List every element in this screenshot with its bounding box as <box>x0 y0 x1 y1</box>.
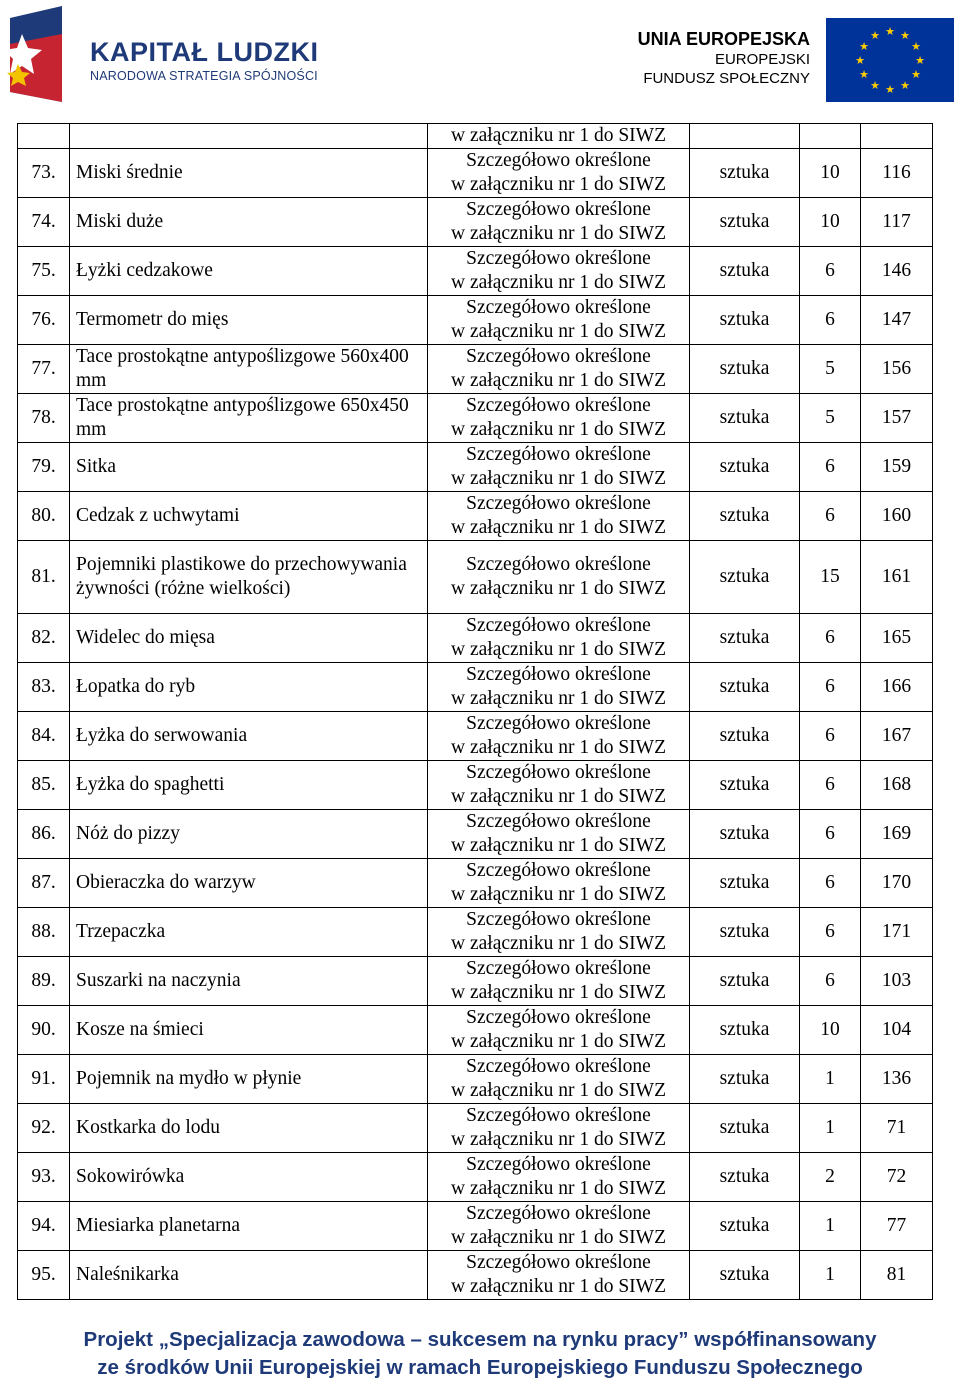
cell-pos: 167 <box>861 712 933 761</box>
spec-line: w załączniku nr 1 do SIWZ <box>451 468 666 489</box>
spec-line: w załączniku nr 1 do SIWZ <box>451 321 666 342</box>
spec-line: Szczegółowo określone <box>466 811 651 832</box>
cell-num: 75. <box>18 247 70 296</box>
cell-num: 77. <box>18 345 70 394</box>
spec-line: w załączniku nr 1 do SIWZ <box>451 1227 666 1248</box>
table-row <box>18 712 933 761</box>
spec-line: w załączniku nr 1 do SIWZ <box>451 1080 666 1101</box>
items-table-body <box>18 124 933 1300</box>
cell-qty: 10 <box>800 198 861 247</box>
svg-text:★: ★ <box>915 54 925 67</box>
table-row <box>18 614 933 663</box>
cell-pos: 161 <box>861 541 933 614</box>
cell-name: Tace prostokątne antypoślizgowe 650x450 mm <box>70 394 428 443</box>
cell-unit: sztuka <box>690 296 800 345</box>
table-row <box>18 810 933 859</box>
cell-name: Łyżka do serwowania <box>70 712 428 761</box>
cell-num: 92. <box>18 1104 70 1153</box>
spec-line: Szczegółowo określone <box>466 395 651 416</box>
cell-qty: 2 <box>800 1153 861 1202</box>
cell-unit: sztuka <box>690 957 800 1006</box>
svg-text:★: ★ <box>900 29 910 42</box>
cell-unit: sztuka <box>690 1251 800 1300</box>
cell-qty: 6 <box>800 957 861 1006</box>
svg-text:★: ★ <box>885 25 895 38</box>
cell-pos: 157 <box>861 394 933 443</box>
cell-pos: 165 <box>861 614 933 663</box>
cell-num: 84. <box>18 712 70 761</box>
cell-pos: 72 <box>861 1153 933 1202</box>
cell-spec <box>428 957 690 1006</box>
cell-name: Tace prostokątne antypoślizgowe 560x400 mm <box>70 345 428 394</box>
cell-pos: 146 <box>861 247 933 296</box>
cell-name: Nóż do pizzy <box>70 810 428 859</box>
spec-line: Szczegółowo określone <box>466 1105 651 1126</box>
spec-line: w załączniku nr 1 do SIWZ <box>451 884 666 905</box>
cell-name <box>70 124 428 149</box>
table-row <box>18 663 933 712</box>
cell-num: 85. <box>18 761 70 810</box>
table-row <box>18 124 933 149</box>
spec-line: Szczegółowo określone <box>466 346 651 367</box>
cell-spec <box>428 492 690 541</box>
spec-line: Szczegółowo określone <box>466 554 651 575</box>
kapital-ludzki-subtitle: NARODOWA STRATEGIA SPÓJNOŚCI <box>90 69 318 83</box>
spec-line: Szczegółowo określone <box>466 909 651 930</box>
cell-num: 82. <box>18 614 70 663</box>
cell-name: Łopatka do ryb <box>70 663 428 712</box>
spec-line: Szczegółowo określone <box>466 762 651 783</box>
cell-unit: sztuka <box>690 1202 800 1251</box>
spec-line: Szczegółowo określone <box>466 493 651 514</box>
cell-name: Kosze na śmieci <box>70 1006 428 1055</box>
spec-line: w załączniku nr 1 do SIWZ <box>451 737 666 758</box>
spec-line: w załączniku nr 1 do SIWZ <box>451 174 666 195</box>
cell-num: 87. <box>18 859 70 908</box>
cell-qty: 5 <box>800 345 861 394</box>
ue-line1: UNIA EUROPEJSKA <box>637 29 810 49</box>
cell-pos: 168 <box>861 761 933 810</box>
cell-num: 90. <box>18 1006 70 1055</box>
spec-line: Szczegółowo określone <box>466 860 651 881</box>
items-table <box>17 123 933 1300</box>
ue-efs-text <box>638 28 810 88</box>
kapital-ludzki-title: KAPITAŁ LUDZKI <box>90 37 319 67</box>
cell-pos: 169 <box>861 810 933 859</box>
spec-line: w załączniku nr 1 do SIWZ <box>451 419 666 440</box>
cell-qty: 1 <box>800 1251 861 1300</box>
cell-spec <box>428 124 690 149</box>
cell-qty: 6 <box>800 663 861 712</box>
cell-unit: sztuka <box>690 908 800 957</box>
project-footer <box>0 1326 960 1382</box>
cell-pos <box>861 124 933 149</box>
cell-name: Pojemniki plastikowe do przechowywania żywności (różne wielkości) <box>70 541 428 614</box>
spec-line: w załączniku nr 1 do SIWZ <box>451 1129 666 1150</box>
cell-name: Kostkarka do lodu <box>70 1104 428 1153</box>
cell-qty: 6 <box>800 296 861 345</box>
cell-pos: 77 <box>861 1202 933 1251</box>
cell-name: Miesiarka planetarna <box>70 1202 428 1251</box>
cell-qty: 6 <box>800 614 861 663</box>
kapital-ludzki-logo-icon <box>4 4 64 104</box>
cell-num: 79. <box>18 443 70 492</box>
cell-unit: sztuka <box>690 614 800 663</box>
svg-text:★: ★ <box>870 29 880 42</box>
spec-line: w załączniku nr 1 do SIWZ <box>451 835 666 856</box>
cell-spec <box>428 345 690 394</box>
cell-unit: sztuka <box>690 712 800 761</box>
cell-name: Suszarki na naczynia <box>70 957 428 1006</box>
cell-spec <box>428 394 690 443</box>
ue-line3: FUNDUSZ SPOŁECZNY <box>643 70 810 87</box>
cell-spec <box>428 761 690 810</box>
spec-line: Szczegółowo określone <box>466 150 651 171</box>
cell-qty: 5 <box>800 394 861 443</box>
spec-line: w załączniku nr 1 do SIWZ <box>451 125 666 146</box>
spec-line: Szczegółowo określone <box>466 444 651 465</box>
spec-line: Szczegółowo określone <box>466 248 651 269</box>
cell-spec <box>428 541 690 614</box>
cell-name: Widelec do mięsa <box>70 614 428 663</box>
cell-pos: 160 <box>861 492 933 541</box>
cell-unit: sztuka <box>690 394 800 443</box>
cell-pos: 81 <box>861 1251 933 1300</box>
spec-line: w załączniku nr 1 do SIWZ <box>451 272 666 293</box>
table-row <box>18 1104 933 1153</box>
spec-line: Szczegółowo określone <box>466 1203 651 1224</box>
table-row <box>18 761 933 810</box>
kapital-ludzki-text <box>90 38 318 84</box>
cell-unit: sztuka <box>690 443 800 492</box>
cell-spec <box>428 296 690 345</box>
cell-qty: 1 <box>800 1055 861 1104</box>
cell-qty: 10 <box>800 1006 861 1055</box>
cell-name: Sokowirówka <box>70 1153 428 1202</box>
cell-unit: sztuka <box>690 345 800 394</box>
spec-line: w załączniku nr 1 do SIWZ <box>451 370 666 391</box>
cell-spec <box>428 1104 690 1153</box>
table-row <box>18 859 933 908</box>
cell-spec <box>428 1153 690 1202</box>
page-header <box>0 0 960 115</box>
table-row <box>18 1251 933 1300</box>
cell-qty: 1 <box>800 1202 861 1251</box>
cell-num: 91. <box>18 1055 70 1104</box>
spec-line: Szczegółowo określone <box>466 199 651 220</box>
cell-spec <box>428 810 690 859</box>
spec-line: w załączniku nr 1 do SIWZ <box>451 517 666 538</box>
cell-unit: sztuka <box>690 1153 800 1202</box>
cell-spec <box>428 198 690 247</box>
cell-name: Trzepaczka <box>70 908 428 957</box>
table-row <box>18 957 933 1006</box>
spec-line: w załączniku nr 1 do SIWZ <box>451 688 666 709</box>
cell-num: 78. <box>18 394 70 443</box>
spec-line: w załączniku nr 1 do SIWZ <box>451 982 666 1003</box>
cell-num: 81. <box>18 541 70 614</box>
cell-pos: 156 <box>861 345 933 394</box>
ue-line2: EUROPEJSKI <box>714 51 810 68</box>
cell-qty: 6 <box>800 247 861 296</box>
cell-unit: sztuka <box>690 810 800 859</box>
svg-text:★: ★ <box>911 40 921 53</box>
table-row <box>18 149 933 198</box>
cell-qty: 6 <box>800 443 861 492</box>
table-row <box>18 296 933 345</box>
footer-line1: Projekt „Specjalizacja zawodowa – sukcesem na rynku pracy” współfinansowany <box>83 1328 877 1351</box>
cell-pos: 166 <box>861 663 933 712</box>
table-row <box>18 394 933 443</box>
cell-unit: sztuka <box>690 1104 800 1153</box>
cell-spec <box>428 247 690 296</box>
spec-line: w załączniku nr 1 do SIWZ <box>451 1178 666 1199</box>
cell-num: 93. <box>18 1153 70 1202</box>
cell-spec <box>428 443 690 492</box>
cell-qty: 6 <box>800 908 861 957</box>
cell-pos: 171 <box>861 908 933 957</box>
cell-name: Sitka <box>70 443 428 492</box>
cell-unit <box>690 124 800 149</box>
cell-unit: sztuka <box>690 663 800 712</box>
spec-line: Szczegółowo określone <box>466 958 651 979</box>
cell-qty: 6 <box>800 492 861 541</box>
table-row <box>18 908 933 957</box>
cell-pos: 147 <box>861 296 933 345</box>
cell-name: Cedzak z uchwytami <box>70 492 428 541</box>
cell-name: Miski średnie <box>70 149 428 198</box>
svg-text:★: ★ <box>855 54 865 67</box>
cell-unit: sztuka <box>690 247 800 296</box>
spec-line: w załączniku nr 1 do SIWZ <box>451 578 666 599</box>
cell-spec <box>428 908 690 957</box>
cell-spec <box>428 663 690 712</box>
cell-spec <box>428 614 690 663</box>
cell-num: 88. <box>18 908 70 957</box>
spec-line: Szczegółowo określone <box>466 1252 651 1273</box>
cell-num: 95. <box>18 1251 70 1300</box>
cell-pos: 117 <box>861 198 933 247</box>
cell-pos: 136 <box>861 1055 933 1104</box>
spec-line: Szczegółowo określone <box>466 1007 651 1028</box>
cell-spec <box>428 712 690 761</box>
cell-num: 74. <box>18 198 70 247</box>
cell-num: 83. <box>18 663 70 712</box>
cell-qty: 10 <box>800 149 861 198</box>
table-row <box>18 1006 933 1055</box>
cell-qty <box>800 124 861 149</box>
spec-line: w załączniku nr 1 do SIWZ <box>451 639 666 660</box>
cell-spec <box>428 1006 690 1055</box>
cell-pos: 116 <box>861 149 933 198</box>
spec-line: w załączniku nr 1 do SIWZ <box>451 786 666 807</box>
table-row <box>18 198 933 247</box>
table-row <box>18 1055 933 1104</box>
cell-num <box>18 124 70 149</box>
cell-num: 89. <box>18 957 70 1006</box>
svg-text:★: ★ <box>859 68 869 81</box>
cell-spec <box>428 149 690 198</box>
table-row <box>18 1202 933 1251</box>
footer-line2: ze środków Unii Europejskiej w ramach Europejskiego Funduszu Społecznego <box>97 1356 863 1379</box>
cell-unit: sztuka <box>690 761 800 810</box>
cell-qty: 15 <box>800 541 861 614</box>
spec-line: w załączniku nr 1 do SIWZ <box>451 933 666 954</box>
cell-unit: sztuka <box>690 1055 800 1104</box>
cell-spec <box>428 1055 690 1104</box>
cell-name: Naleśnikarka <box>70 1251 428 1300</box>
cell-qty: 6 <box>800 712 861 761</box>
cell-qty: 6 <box>800 810 861 859</box>
spec-line: Szczegółowo określone <box>466 664 651 685</box>
cell-name: Łyżki cedzakowe <box>70 247 428 296</box>
cell-unit: sztuka <box>690 859 800 908</box>
cell-unit: sztuka <box>690 198 800 247</box>
spec-line: w załączniku nr 1 do SIWZ <box>451 1031 666 1052</box>
spec-line: w załączniku nr 1 do SIWZ <box>451 1276 666 1297</box>
cell-name: Łyżka do spaghetti <box>70 761 428 810</box>
cell-unit: sztuka <box>690 541 800 614</box>
cell-qty: 6 <box>800 761 861 810</box>
svg-text:★: ★ <box>900 79 910 92</box>
cell-num: 94. <box>18 1202 70 1251</box>
table-row <box>18 443 933 492</box>
cell-pos: 170 <box>861 859 933 908</box>
cell-num: 80. <box>18 492 70 541</box>
cell-pos: 159 <box>861 443 933 492</box>
table-row <box>18 541 933 614</box>
cell-name: Pojemnik na mydło w płynie <box>70 1055 428 1104</box>
svg-text:★: ★ <box>885 83 895 96</box>
cell-pos: 104 <box>861 1006 933 1055</box>
cell-unit: sztuka <box>690 492 800 541</box>
spec-line: Szczegółowo określone <box>466 297 651 318</box>
cell-unit: sztuka <box>690 1006 800 1055</box>
cell-unit: sztuka <box>690 149 800 198</box>
svg-text:★: ★ <box>870 79 880 92</box>
table-row <box>18 247 933 296</box>
eu-flag-icon <box>826 18 954 102</box>
cell-name: Termometr do mięs <box>70 296 428 345</box>
cell-spec <box>428 1251 690 1300</box>
cell-pos: 103 <box>861 957 933 1006</box>
spec-line: Szczegółowo określone <box>466 713 651 734</box>
cell-qty: 6 <box>800 859 861 908</box>
table-row <box>18 492 933 541</box>
table-row <box>18 345 933 394</box>
spec-line: Szczegółowo określone <box>466 1056 651 1077</box>
cell-num: 86. <box>18 810 70 859</box>
table-row <box>18 1153 933 1202</box>
cell-num: 76. <box>18 296 70 345</box>
cell-name: Miski duże <box>70 198 428 247</box>
cell-spec <box>428 859 690 908</box>
spec-line: Szczegółowo określone <box>466 1154 651 1175</box>
cell-name: Obieraczka do warzyw <box>70 859 428 908</box>
cell-qty: 1 <box>800 1104 861 1153</box>
spec-line: w załączniku nr 1 do SIWZ <box>451 223 666 244</box>
svg-text:★: ★ <box>911 68 921 81</box>
spec-line: Szczegółowo określone <box>466 615 651 636</box>
cell-pos: 71 <box>861 1104 933 1153</box>
cell-spec <box>428 1202 690 1251</box>
cell-num: 73. <box>18 149 70 198</box>
svg-text:★: ★ <box>859 40 869 53</box>
